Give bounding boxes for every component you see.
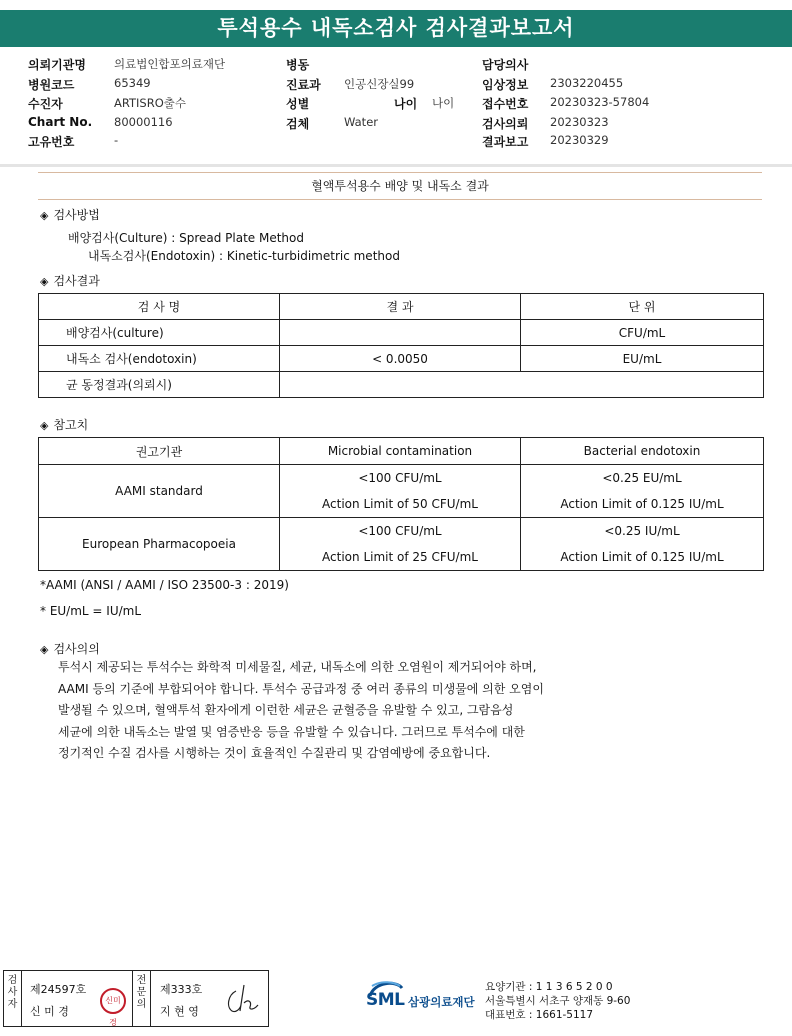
reviewer-license: 제333호 bbox=[160, 983, 203, 996]
reference-endotoxin bbox=[521, 518, 764, 571]
table-row bbox=[39, 320, 764, 346]
endotoxin-limit: <0.25 EU/mL bbox=[602, 471, 682, 485]
reference-table bbox=[38, 437, 764, 571]
logo-name: 삼광의료재단 bbox=[408, 995, 475, 1009]
table-row bbox=[39, 465, 764, 518]
diamond-bullet-icon: ◈ bbox=[40, 209, 49, 222]
value-clinical-info: 2303220455 bbox=[550, 76, 624, 90]
label-chart-no: Chart No. bbox=[28, 115, 93, 129]
value-unique-no: - bbox=[114, 133, 119, 147]
method-endotoxin: 내독소검사(Endotoxin) : Kinetic-turbidimetric method bbox=[88, 249, 400, 263]
col-unit: 단 위 bbox=[521, 294, 764, 320]
endotoxin-limit: <0.25 IU/mL bbox=[604, 524, 680, 538]
test-name: 균 동정결과(의뢰시) bbox=[39, 372, 280, 398]
report-title: 투석용수 내독소검사 검사결과보고서 bbox=[0, 10, 792, 47]
label-patient: 수진자 bbox=[28, 97, 63, 111]
microbial-action-limit: Action Limit of 50 CFU/mL bbox=[322, 497, 478, 511]
label-institution: 의뢰기관명 bbox=[28, 58, 86, 72]
diamond-bullet-icon: ◈ bbox=[40, 275, 49, 288]
logo-abbr: SML bbox=[366, 990, 405, 1010]
address-line: 대표번호 : 1661-5117 bbox=[485, 1009, 594, 1021]
address-line: 서울특별시 서초구 양재동 9-60 bbox=[485, 995, 631, 1007]
col-organization: 권고기관 bbox=[39, 438, 280, 465]
reference-org: AAMI standard bbox=[39, 465, 280, 518]
test-unit: EU/mL bbox=[521, 346, 764, 372]
meaning-line: 정기적인 수질 검사를 시행하는 것이 효율적인 수질관리 및 감염예방에 중요합니다. bbox=[58, 746, 491, 760]
label-ward: 병동 bbox=[286, 58, 310, 72]
header-divider bbox=[0, 164, 792, 167]
value-request-date: 20230323 bbox=[550, 115, 609, 129]
meaning-heading: ◈ 검사의의 bbox=[40, 642, 100, 656]
label-unique-no: 고유번호 bbox=[28, 135, 75, 149]
table-row bbox=[39, 346, 764, 372]
note-units: * EU/mL = IU/mL bbox=[40, 604, 142, 618]
label-hospital-code: 병원코드 bbox=[28, 78, 75, 92]
examiner-name: 신 미 경 bbox=[30, 1005, 69, 1018]
note-aami: *AAMI (ANSI / AAMI / ISO 23500-3 : 2019) bbox=[40, 578, 289, 592]
label-receipt-no: 접수번호 bbox=[482, 97, 529, 111]
test-result: < 0.0050 bbox=[280, 346, 521, 372]
reference-heading: ◈ 참고치 bbox=[40, 418, 89, 432]
label-report-date: 결과보고 bbox=[482, 135, 529, 149]
value-institution: 의료법인합포의료재단 bbox=[114, 57, 226, 71]
microbial-limit: <100 CFU/mL bbox=[358, 524, 442, 538]
value-chart-no: 80000116 bbox=[114, 115, 173, 129]
col-test-name: 검 사 명 bbox=[39, 294, 280, 320]
address-line: 요양기관 : 1 1 3 6 5 2 0 0 bbox=[485, 981, 613, 993]
table-row bbox=[39, 372, 764, 398]
results-heading: ◈ 검사결과 bbox=[40, 274, 100, 288]
test-result bbox=[280, 320, 521, 346]
test-unit: CFU/mL bbox=[521, 320, 764, 346]
institution-address bbox=[485, 980, 630, 1022]
reviewer-signature-icon bbox=[222, 979, 262, 1017]
value-specimen: Water bbox=[344, 115, 378, 129]
examiner-license: 제24597호 bbox=[30, 983, 87, 996]
test-name: 내독소 검사(endotoxin) bbox=[39, 346, 280, 372]
test-name: 배양검사(culture) bbox=[39, 320, 280, 346]
table-row bbox=[39, 518, 764, 571]
value-department: 인공신장실99 bbox=[344, 77, 415, 91]
reference-microbial bbox=[280, 465, 521, 518]
reviewer-name: 지 현 영 bbox=[160, 1005, 199, 1018]
reviewer-label: 전문의 bbox=[133, 971, 151, 1026]
signature-box bbox=[3, 970, 269, 1027]
meaning-line: 발생될 수 있으며, 혈액투석 환자에게 이런한 세균은 균혈증을 유발할 수 있고, 그람음성 bbox=[58, 703, 514, 717]
reference-endotoxin bbox=[521, 465, 764, 518]
col-endotoxin: Bacterial endotoxin bbox=[521, 438, 764, 465]
label-clinical-info: 임상정보 bbox=[482, 78, 529, 92]
method-culture: 배양검사(Culture) : Spread Plate Method bbox=[68, 231, 304, 245]
table-header-row bbox=[39, 438, 764, 465]
endotoxin-action-limit: Action Limit of 0.125 IU/mL bbox=[560, 497, 724, 511]
value-receipt-no: 20230323-57804 bbox=[550, 95, 650, 109]
col-microbial: Microbial contamination bbox=[280, 438, 521, 465]
value-report-date: 20230329 bbox=[550, 133, 609, 147]
microbial-action-limit: Action Limit of 25 CFU/mL bbox=[322, 550, 478, 564]
label-specimen: 검체 bbox=[286, 117, 310, 131]
table-header-row bbox=[39, 294, 764, 320]
section-title: 혈액투석용수 배양 및 내독소 결과 bbox=[38, 172, 762, 200]
results-table bbox=[38, 293, 764, 398]
value-age: 나이 bbox=[432, 96, 455, 110]
label-sex: 성별 bbox=[286, 97, 310, 111]
col-result: 결 과 bbox=[280, 294, 521, 320]
examiner-label: 검사자 bbox=[4, 971, 22, 1026]
endotoxin-action-limit: Action Limit of 0.125 IU/mL bbox=[560, 550, 724, 564]
test-result bbox=[280, 372, 764, 398]
microbial-limit: <100 CFU/mL bbox=[358, 471, 442, 485]
reference-org: European Pharmacopoeia bbox=[39, 518, 280, 571]
examiner-seal-icon: 신미경 bbox=[100, 988, 126, 1014]
label-department: 진료과 bbox=[286, 78, 321, 92]
diamond-bullet-icon: ◈ bbox=[40, 419, 49, 432]
label-request-date: 검사의뢰 bbox=[482, 117, 529, 131]
meaning-line: 투석시 제공되는 투석수는 화학적 미세물질, 세균, 내독소에 의한 오염원이 제거되어야 하며, bbox=[58, 660, 537, 674]
meaning-line: 세균에 의한 내독소는 발열 및 염증반응 등을 유발할 수 있습니다. 그러므로 투석수에 대한 bbox=[58, 724, 525, 739]
value-patient: ARTISRO출수 bbox=[114, 96, 186, 110]
reference-microbial bbox=[280, 518, 521, 571]
diamond-bullet-icon: ◈ bbox=[40, 643, 49, 656]
value-hospital-code: 65349 bbox=[114, 76, 151, 90]
label-doctor: 담당의사 bbox=[482, 58, 529, 72]
sml-logo bbox=[366, 978, 486, 1018]
method-heading: ◈ 검사방법 bbox=[40, 208, 100, 222]
label-age: 나이 bbox=[394, 97, 418, 111]
meaning-line: AAMI 등의 기준에 부합되어야 합니다. 투석수 공급과정 중 여러 종류의 미생물에 의한 오염이 bbox=[58, 681, 544, 696]
meaning-text bbox=[58, 657, 544, 765]
